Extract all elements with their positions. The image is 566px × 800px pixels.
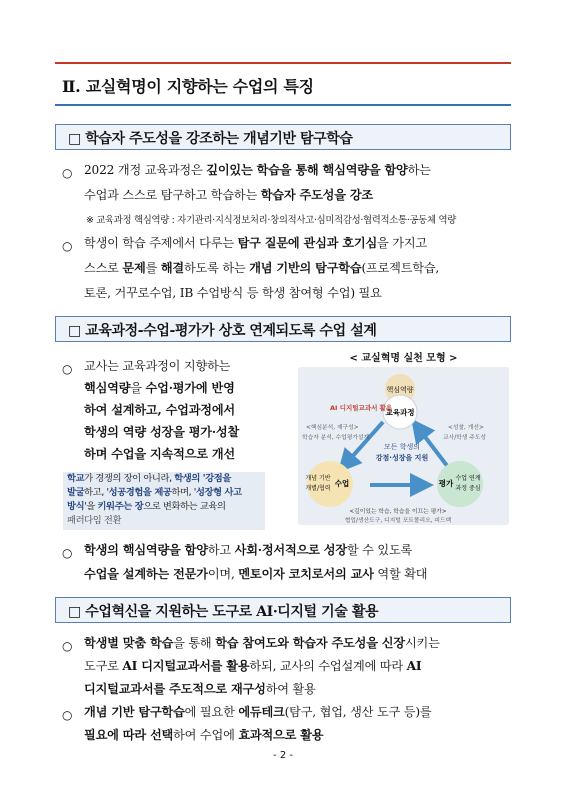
- svg-text:<깊이있는 학습, 학습을 이끄는 평가>: <깊이있는 학습, 학습을 이끄는 평가>: [349, 509, 447, 515]
- s2-b2-line2: 수업을 설계하는 전문가이며, 멘토이자 코치로서의 교사 역할 확대: [84, 567, 428, 581]
- s2-b1-line1: 교사는 교육과정이 지향하는: [84, 359, 231, 373]
- svg-text:학습자 분석, 수업평가설계: 학습자 분석, 수업평가설계: [302, 435, 370, 441]
- svg-text:<핵심분석, 재구성>: <핵심분석, 재구성>: [306, 425, 359, 431]
- chapter-bottom-rule: [55, 104, 511, 106]
- s2-b1-line2: 핵심역량을 수업·평가에 반영: [84, 381, 235, 395]
- section-3-title: □ 수업혁신을 지원하는 도구로 AI·디지털 기술 활용: [68, 604, 379, 620]
- classroom-revolution-model-diagram: [298, 367, 509, 525]
- s3-b2-line1: 개념 기반 탐구학습에 필요한 에듀테크(탐구, 협업, 생산 도구 등)를: [84, 705, 432, 719]
- svg-text:수업 연계: 수업 연계: [455, 475, 481, 482]
- svg-text:핵심역량: 핵심역량: [386, 386, 414, 394]
- s2-b1-line3: 하여 설계하고, 수업과정에서: [84, 403, 236, 417]
- bullet-circle: ○: [62, 166, 73, 180]
- svg-text:모든 학생의: 모든 학생의: [383, 443, 421, 451]
- s3-b2-line2: 필요에 따라 선택하여 수업에 효과적으로 활용: [84, 728, 324, 742]
- callout-line4: 패러다임 전환: [67, 515, 122, 526]
- s3-b1-line1: 학생별 맞춤 학습을 통해 학습 참여도와 학습자 주도성을 신장시키는: [84, 636, 440, 650]
- model-diagram-svg: [298, 367, 509, 525]
- s1-competency-note: ※ 교육과정 핵심역량 : 자기관리·지식정보처리·창의적사고·심미적감성·협력적소통·공동체 역량: [86, 215, 456, 226]
- s1-b2-line2: 스스로 문제를 해결하도록 하는 개념 기반의 탐구학습(프로젝트학습,: [84, 261, 440, 275]
- section-header-2: [55, 316, 511, 342]
- svg-text:협업/생산도구, 디지털 포트폴리오, 피드백: 협업/생산도구, 디지털 포트폴리오, 피드백: [344, 518, 452, 524]
- s2-b1-line5: 하며 수업을 지속적으로 개선: [84, 447, 236, 461]
- callout-line2: 발굴하고, '성공경험을 제공하며, '성장형 사고: [67, 487, 242, 498]
- bullet-circle: ○: [62, 708, 73, 722]
- svg-text:개별/협력: 개별/협력: [305, 485, 331, 492]
- s1-b2-line3: 토론, 거꾸로수업, IB 수업방식 등 학생 참여형 수업) 필요: [84, 286, 382, 300]
- section-1-title: □ 학습자 주도성을 강조하는 개념기반 탐구학습: [68, 131, 353, 147]
- bullet-circle: ○: [62, 546, 73, 560]
- s2-b1-line4: 학생의 역량 성장을 평가·성찰: [84, 425, 240, 439]
- page-number: - 2 -: [273, 750, 293, 761]
- chapter-top-rule: [55, 62, 511, 64]
- section-header-3: [55, 597, 511, 623]
- s1-b1-line2: 수업과 스스로 탐구하고 학습하는 학습자 주도성을 강조: [84, 188, 373, 202]
- svg-text:교사/학생 주도성: 교사/학생 주도성: [443, 435, 486, 441]
- s3-b1-line2: 도구로 AI 디지털교과서를 활용하되, 교사의 수업설계에 따라 AI: [84, 659, 422, 673]
- s1-b2-line1: 학생이 학습 주제에서 다루는 탐구 질문에 관심과 호기심을 가지고: [84, 236, 427, 250]
- s2-b2-line1: 학생의 핵심역량을 함양하고 사회·정서적으로 성장할 수 있도록: [84, 543, 413, 557]
- diagram-title: < 교실혁명 실천 모형 >: [349, 353, 458, 364]
- svg-text:평가: 평가: [438, 479, 454, 488]
- paradigm-callout: [63, 472, 265, 530]
- bullet-circle: ○: [62, 239, 73, 253]
- chapter-title: Ⅱ. 교실혁명이 지향하는 수업의 특징: [62, 77, 314, 96]
- s1-b1-line1: 2022 개정 교육과정은 깊이있는 학습을 통해 핵심역량을 함양하는: [84, 163, 431, 177]
- svg-text:교육과정: 교육과정: [385, 408, 415, 417]
- svg-text:강점·성장을 지원: 강점·성장을 지원: [375, 454, 429, 462]
- svg-text:<성찰, 개선>: <성찰, 개선>: [448, 425, 484, 431]
- section-2-title: □ 교육과정-수업-평가가 상호 연계되도록 수업 설계: [68, 323, 377, 339]
- callout-line1: 학교가 경쟁의 장이 아니라, 학생의 '강점을: [67, 473, 231, 484]
- section-header-1: [55, 124, 511, 150]
- svg-text:AI 디지털교과서 활용: AI 디지털교과서 활용: [330, 404, 393, 412]
- bullet-circle: ○: [62, 362, 73, 376]
- svg-text:과정 중심: 과정 중심: [455, 485, 481, 492]
- svg-text:수업: 수업: [334, 479, 350, 488]
- callout-line3: 방식'을 키워주는 장으로 변화하는 교육의: [67, 501, 226, 512]
- svg-text:개념 기반: 개념 기반: [305, 475, 331, 482]
- bullet-circle: ○: [62, 639, 73, 653]
- s3-b1-line3: 디지털교과서를 주도적으로 재구성하여 활용: [84, 682, 316, 696]
